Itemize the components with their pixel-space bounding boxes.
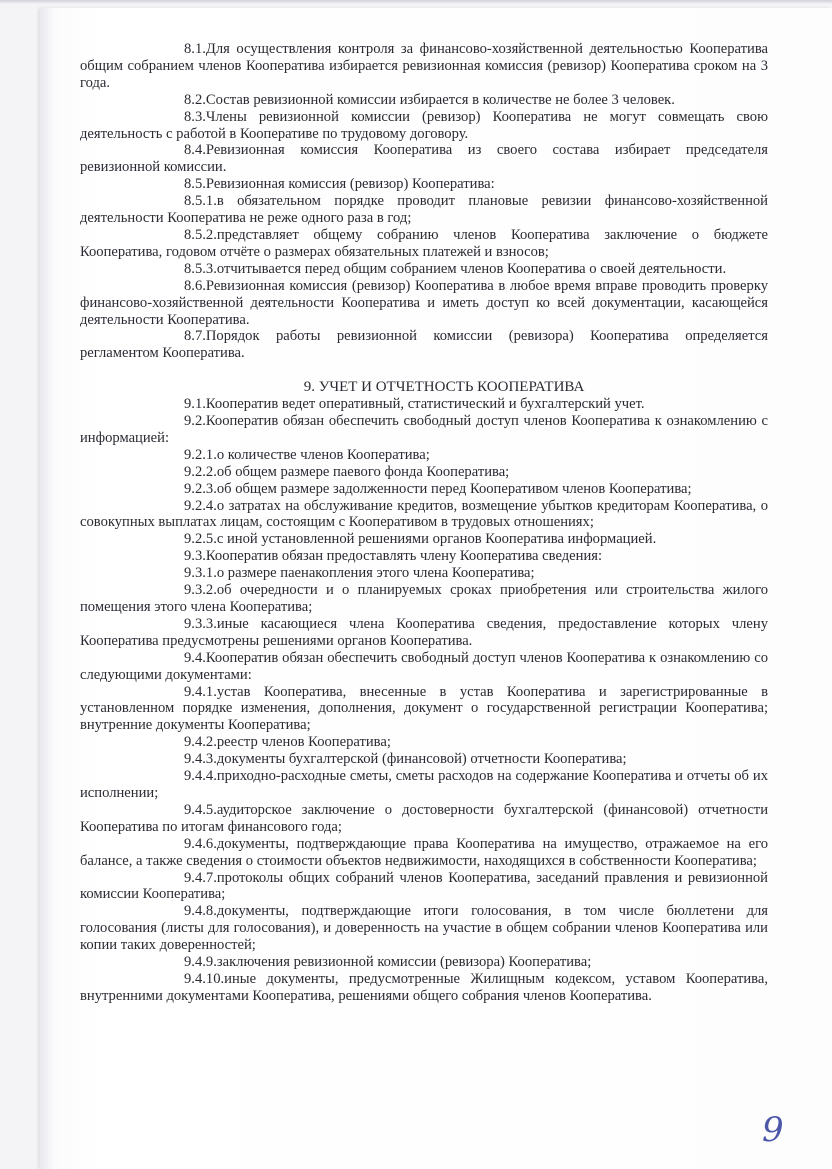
clause-number: 9.1. xyxy=(184,396,206,413)
clause-text: Ревизионная комиссия Кооператива из своего состава избирает председателя ревизионной комиссии. xyxy=(80,142,768,176)
clause-number: 9.2.3. xyxy=(184,480,217,497)
clause-text: протоколы общих собраний членов Кооператива, заседаний правления и ревизионной комиссии Кооператива; xyxy=(80,869,768,903)
clause-text: Кооператив обязан предоставлять члену Кооператива сведения: xyxy=(205,548,603,565)
clause-text: отчитывается перед общим собранием членов Кооператива о своей деятельности. xyxy=(216,260,727,277)
clause-number: 9.3.1. xyxy=(184,565,217,582)
clause-9-4-2 xyxy=(80,734,768,751)
clause-9-4-9 xyxy=(80,954,768,971)
clause-9-1 xyxy=(80,396,768,413)
section-9 xyxy=(80,379,768,1005)
clause-text: приходно-расходные сметы, сметы расходов на содержание Кооператива и отчеты об их исполнении; xyxy=(80,768,768,801)
clause-number: 9.2.2. xyxy=(184,463,217,480)
clause-9-2-1 xyxy=(80,447,768,464)
clause-number: 8.5. xyxy=(184,176,206,193)
clause-text: Кооператив обязан обеспечить свободный доступ членов Кооператива к ознакомлению с информацией: xyxy=(80,413,768,446)
clause-number: 8.3. xyxy=(184,108,206,125)
clause-number: 9.2. xyxy=(184,413,206,430)
clause-number: 9.3.2. xyxy=(184,582,217,599)
clause-number: 9.2.4. xyxy=(184,497,217,514)
clause-9-3 xyxy=(80,548,768,565)
clause-text: о затратах на обслуживание кредитов, возмещение убытков кредиторам Кооператива, о совокупных выплатах лицам, состоящим с Кооперативом в трудовых отношениях; xyxy=(80,497,768,531)
clause-9-2-5 xyxy=(80,531,768,548)
clause-number: 8.5.3. xyxy=(184,260,217,277)
clause-9-3-1 xyxy=(80,565,768,582)
clause-text: устав Кооператива, внесенные в устав Кооператива и зарегистрированные в установленном порядке изменения, дополнения, документ о государственной регистрации Кооператива; внутренние документы Кооператива; xyxy=(80,683,768,734)
clause-text: документы бухгалтерской (финансовой) отчетности Кооператива; xyxy=(216,751,627,768)
clause-text: иные касающиеся члена Кооператива сведения, предоставление которых члену Кооператива предусмотрены решениями органов Кооператива. xyxy=(80,615,768,649)
clause-number: 9.2.5. xyxy=(184,531,217,548)
clause-9-4-5 xyxy=(80,802,768,836)
section-heading: 9. УЧЕТ И ОТЧЕТНОСТЬ КООПЕРАТИВА xyxy=(303,379,585,396)
clause-text: с иной установленной решениями органов Кооператива информацией. xyxy=(216,531,657,548)
clause-9-4-4 xyxy=(80,768,768,802)
clause-number: 9.4.9. xyxy=(184,954,217,971)
clause-text: реестр членов Кооператива; xyxy=(216,734,391,751)
clause-number: 8.5.2. xyxy=(184,226,217,243)
clause-9-3-3 xyxy=(80,616,768,650)
clause-text: документы, подтверждающие права Кооператива на имущество, отражаемое на его балансе, а также сведения о стоимости объектов недвижимости, находящихся в собственности Кооператива; xyxy=(80,835,768,869)
clause-9-3-2 xyxy=(80,582,768,616)
clause-9-2-4 xyxy=(80,498,768,532)
clause-number: 8.7. xyxy=(184,328,206,345)
clause-number: 9.4.6. xyxy=(184,835,217,852)
clause-8-5 xyxy=(80,176,768,193)
clause-text: в обязательном порядке проводит плановые ревизии финансово-хозяйственной деятельности Кооператива не реже одного раза в год; xyxy=(80,193,768,227)
clause-8-5-2 xyxy=(80,227,768,261)
clause-number: 9.3. xyxy=(184,548,206,565)
clause-text: иные документы, предусмотренные Жилищным кодексом, уставом Кооператива, внутренними документами Кооператива, решениями общего собрания членов Кооператива. xyxy=(80,970,768,1004)
clause-number: 9.3.3. xyxy=(184,615,217,632)
clause-text: об очередности и о планируемых сроках приобретения или строительства жилого помещения этого члена Кооператива; xyxy=(80,582,768,615)
clause-8-1 xyxy=(80,41,768,92)
clause-text: Состав ревизионной комиссии избирается в количестве не более 3 человек. xyxy=(205,91,675,108)
clause-text: об общем размере паевого фонда Кооператива; xyxy=(216,463,510,480)
clause-number: 9.2.1. xyxy=(184,446,217,463)
clause-number: 9.4.2. xyxy=(184,734,217,751)
clause-text: о размере паенакопления этого члена Кооператива; xyxy=(216,565,535,582)
clause-text: документы, подтверждающие итоги голосования, в том числе бюллетени для голосования (листы для голосования), и доверенность на участие в общем собрании членов Кооператива или копии таких доверенностей; xyxy=(80,903,768,954)
clause-number: 9.4.8. xyxy=(184,903,217,920)
scan-top-edge xyxy=(0,0,832,4)
clause-8-7 xyxy=(80,328,768,362)
clause-number: 9.4.10. xyxy=(184,970,225,987)
clause-number: 9.4.5. xyxy=(184,801,217,818)
clause-9-4-3 xyxy=(80,751,768,768)
clause-text: о количестве членов Кооператива; xyxy=(216,446,430,463)
clause-text: Ревизионная комиссия (ревизор) Кооператива: xyxy=(205,176,495,193)
clause-number: 8.4. xyxy=(184,142,206,159)
clause-text: представляет общему собранию членов Кооператива заключение о бюджете Кооператива, годовом отчёте о размерах обязательных платежей и взносов; xyxy=(80,226,768,260)
clause-9-4-1 xyxy=(80,684,768,735)
document-body xyxy=(80,41,768,1005)
clause-text: Порядок работы ревизионной комиссии (ревизора) Кооператива определяется регламентом Кооператива. xyxy=(80,328,768,362)
clause-9-4-6 xyxy=(80,836,768,870)
clause-text: аудиторское заключение о достоверности бухгалтерской (финансовой) отчетности Кооператива по итогам финансового года; xyxy=(80,801,768,835)
clause-number: 8.5.1. xyxy=(184,193,217,210)
clause-9-4-10 xyxy=(80,971,768,1005)
clause-number: 8.1. xyxy=(184,41,206,57)
clause-9-2-2 xyxy=(80,464,768,481)
handwritten-page-number: 9 xyxy=(762,1110,784,1150)
clause-text: Для осуществления контроля за финансово-хозяйственной деятельностью Кооператива общим собранием членов Кооператива избирается ревизионная комиссия (ревизор) Кооператива сроком на 3 года. xyxy=(80,41,768,91)
clause-text: об общем размере задолженности перед Кооперативом членов Кооператива; xyxy=(216,480,692,497)
clause-8-5-3 xyxy=(80,261,768,278)
clause-text: Члены ревизионной комиссии (ревизор) Кооператива не могут совмещать свою деятельность с работой в Кооперативе по трудовому договору. xyxy=(80,108,768,142)
clause-9-2-3 xyxy=(80,481,768,498)
clause-8-5-1 xyxy=(80,193,768,227)
clause-9-4-7 xyxy=(80,870,768,904)
clause-9-4-8 xyxy=(80,903,768,954)
clause-8-6 xyxy=(80,278,768,329)
clause-8-2 xyxy=(80,92,768,109)
clause-number: 9.4.3. xyxy=(184,751,217,768)
clause-number: 9.4.1. xyxy=(184,683,217,700)
clause-9-2 xyxy=(80,413,768,447)
clause-number: 8.2. xyxy=(184,91,206,108)
clause-8-3 xyxy=(80,109,768,143)
clause-number: 9.4.4. xyxy=(184,768,217,785)
clause-text: Кооператив обязан обеспечить свободный доступ членов Кооператива к ознакомлению со следующими документами: xyxy=(80,649,768,683)
clause-number: 9.4. xyxy=(184,649,206,666)
clause-number: 9.4.7. xyxy=(184,869,217,886)
clause-text: заключения ревизионной комиссии (ревизора) Кооператива; xyxy=(216,954,592,971)
clause-9-4 xyxy=(80,650,768,684)
clause-8-4 xyxy=(80,142,768,176)
section-8 xyxy=(80,41,768,362)
clause-text: Ревизионная комиссия (ревизор) Кооператива в любое время вправе проводить проверку финансово-хозяйственной деятельности Кооператива и иметь доступ ко всей документации, касающейся деятельности Кооператива. xyxy=(80,277,768,328)
clause-text: Кооператив ведет оперативный, статистический и бухгалтерский учет. xyxy=(205,396,645,413)
clause-number: 8.6. xyxy=(184,277,206,294)
